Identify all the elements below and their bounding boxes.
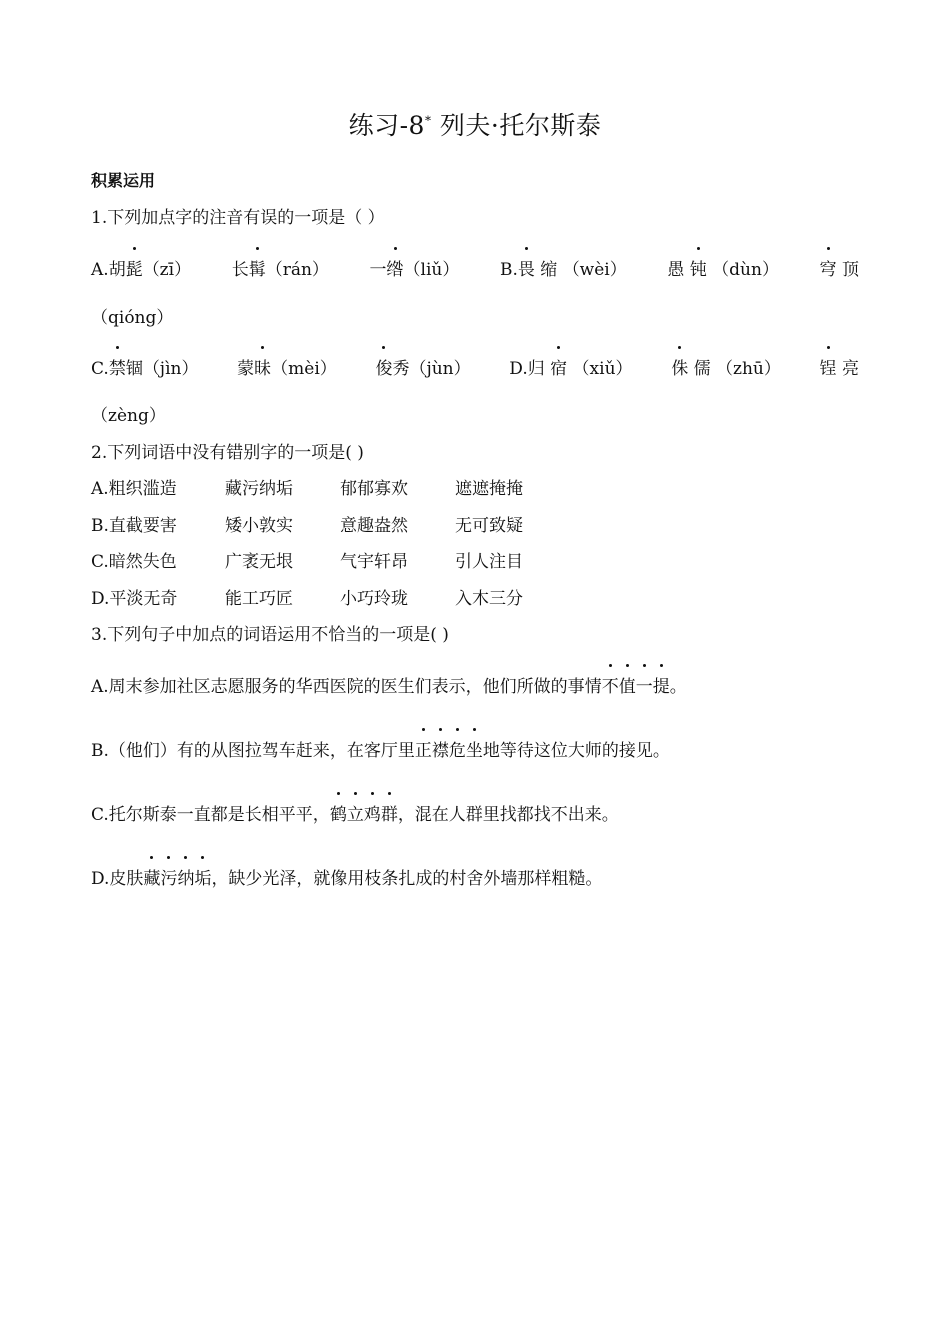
q3-option-d: D.皮肤藏污纳垢，缺少光泽，就像用枝条扎成的村舍外墙那样粗糙。	[91, 864, 602, 889]
q1-d-item3: 锃 亮	[820, 354, 859, 379]
q3-option-a: A.周末参加社区志愿服务的华西医院的医生们表示，他们所做的事情不值一提。	[91, 672, 687, 697]
q2-option-a: A.粗织滥造 藏污纳垢 郁郁寡欢 遮遮掩掩	[91, 479, 523, 499]
q1-a-item2: 长髯（rán）	[232, 255, 329, 280]
q1-b-item2: 愚 钝 （dùn）	[667, 255, 779, 280]
q1-a-item3: 一绺（liǔ）	[370, 255, 460, 280]
page-title: 练习-8* 列夫·托尔斯泰	[348, 111, 602, 140]
q1-a-item1: A.胡髭（zī）	[91, 255, 191, 280]
q1-c-item1: C.禁锢（jìn）	[91, 354, 198, 379]
q1-stem: 1.下列加点字的注音有误的一项是（ ）	[91, 208, 385, 228]
q1-b-item3: 穹 顶	[820, 255, 859, 280]
q1-d-item1: D.归 宿 （xiǔ）	[509, 354, 632, 379]
q1-c-item3: 俊秀（jùn）	[375, 354, 470, 379]
q1-row-ab	[91, 255, 859, 280]
q2-stem: 2.下列词语中没有错别字的一项是( )	[91, 443, 364, 463]
q2-option-b: B.直截要害 矮小敦实 意趣盎然 无可致疑	[91, 516, 523, 536]
q1-d-item3-pinyin: （zèng）	[91, 406, 166, 426]
q1-d-item2: 侏 儒 （zhū）	[671, 354, 781, 379]
section-heading: 积累运用	[91, 171, 156, 190]
q1-b-item3-pinyin: （qióng）	[91, 308, 174, 328]
q3-option-c: C.托尔斯泰一直都是长相平平，鹤立鸡群，混在人群里找都找不出来。	[91, 800, 619, 825]
q3-stem: 3.下列句子中加点的词语运用不恰当的一项是( )	[91, 625, 449, 645]
q2-option-c: C.暗然失色 广袤无垠 气宇轩昂 引人注目	[91, 552, 523, 572]
q2-option-d: D.平淡无奇 能工巧匠 小巧玲珑 入木三分	[91, 589, 523, 609]
q3-option-b: B.（他们）有的从图拉驾车赶来，在客厅里正襟危坐地等待这位大师的接见。	[91, 736, 670, 761]
q1-c-item2: 蒙昧（mèi）	[237, 354, 337, 379]
q1-b-item1: B.畏 缩 （wèi）	[500, 255, 627, 280]
q1-row-cd	[91, 354, 859, 379]
